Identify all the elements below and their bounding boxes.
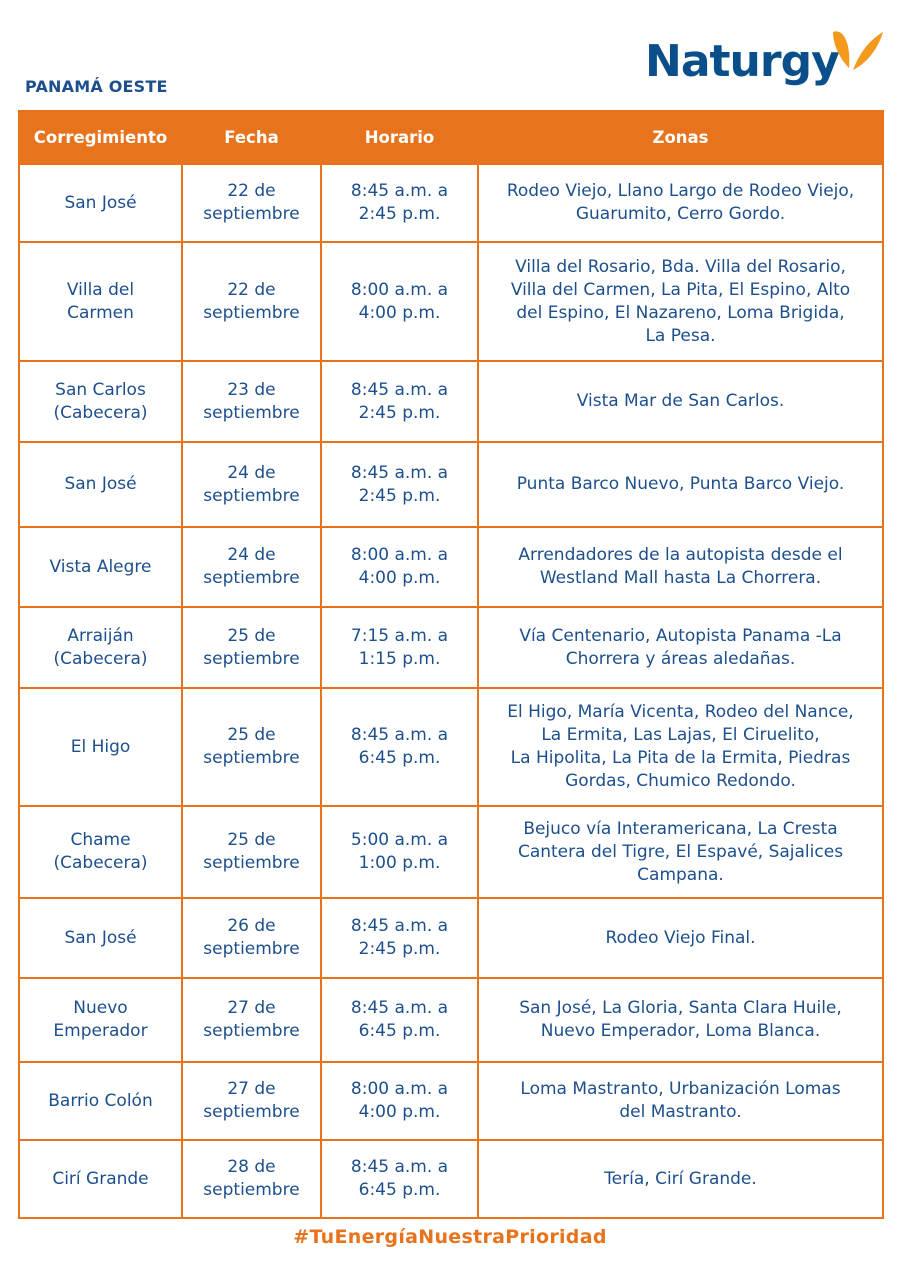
cell-corregimiento: Nuevo Emperador: [19, 978, 182, 1062]
table-row: [19, 242, 883, 361]
column-header-fecha: Fecha: [182, 111, 321, 164]
cell-zonas: Loma Mastranto, Urbanización Lomas del Mastranto.: [478, 1062, 883, 1140]
cell-corregimiento: El Higo: [19, 688, 182, 806]
cell-corregimiento: Vista Alegre: [19, 527, 182, 607]
cell-fecha: 26 de septiembre: [182, 898, 321, 978]
cell-corregimiento: Barrio Colón: [19, 1062, 182, 1140]
cell-zonas: Vía Centenario, Autopista Panama -La Chorrera y áreas aledañas.: [478, 607, 883, 688]
cell-corregimiento: Cirí Grande: [19, 1140, 182, 1218]
column-header-corregimiento: Corregimiento: [19, 111, 182, 164]
cell-zonas: Tería, Cirí Grande.: [478, 1140, 883, 1218]
cell-fecha: 28 de septiembre: [182, 1140, 321, 1218]
column-header-zonas: Zonas: [478, 111, 883, 164]
table-row: [19, 1140, 883, 1218]
cell-corregimiento: Chame (Cabecera): [19, 806, 182, 898]
butterfly-icon: [829, 26, 885, 76]
cell-horario: 8:00 a.m. a 4:00 p.m.: [321, 242, 478, 361]
naturgy-logo: [645, 26, 885, 96]
table-row: [19, 607, 883, 688]
cell-zonas: Vista Mar de San Carlos.: [478, 361, 883, 442]
cell-fecha: 24 de septiembre: [182, 442, 321, 527]
table-row: [19, 688, 883, 806]
cell-horario: 8:45 a.m. a 6:45 p.m.: [321, 688, 478, 806]
cell-fecha: 27 de septiembre: [182, 978, 321, 1062]
cell-zonas: Rodeo Viejo Final.: [478, 898, 883, 978]
cell-corregimiento: San José: [19, 898, 182, 978]
cell-horario: 8:45 a.m. a 2:45 p.m.: [321, 361, 478, 442]
cell-fecha: 23 de septiembre: [182, 361, 321, 442]
table-header-row: [19, 111, 883, 164]
cell-zonas: Arrendadores de la autopista desde el Westland Mall hasta La Chorrera.: [478, 527, 883, 607]
table-row: [19, 442, 883, 527]
cell-corregimiento: San José: [19, 442, 182, 527]
logo-wordmark: Naturgy: [645, 36, 839, 87]
column-header-horario: Horario: [321, 111, 478, 164]
cell-fecha: 24 de septiembre: [182, 527, 321, 607]
cell-corregimiento: Villa del Carmen: [19, 242, 182, 361]
cell-horario: 8:45 a.m. a 6:45 p.m.: [321, 978, 478, 1062]
table-row: [19, 361, 883, 442]
cell-horario: 8:45 a.m. a 2:45 p.m.: [321, 164, 478, 242]
cell-zonas: El Higo, María Vicenta, Rodeo del Nance, La Ermita, Las Lajas, El Ciruelito, La Hipolita, La Pita de la Ermita, Piedras Gordas, Chumico Redondo.: [478, 688, 883, 806]
table-row: [19, 898, 883, 978]
cell-zonas: Punta Barco Nuevo, Punta Barco Viejo.: [478, 442, 883, 527]
cell-zonas: Villa del Rosario, Bda. Villa del Rosario, Villa del Carmen, La Pita, El Espino, Alto del Espino, El Nazareno, Loma Brigida, La Pesa.: [478, 242, 883, 361]
cell-horario: 7:15 a.m. a 1:15 p.m.: [321, 607, 478, 688]
cell-horario: 8:45 a.m. a 6:45 p.m.: [321, 1140, 478, 1218]
cell-fecha: 25 de septiembre: [182, 607, 321, 688]
cell-fecha: 22 de septiembre: [182, 164, 321, 242]
cell-horario: 5:00 a.m. a 1:00 p.m.: [321, 806, 478, 898]
schedule-table: [18, 110, 884, 1219]
cell-horario: 8:00 a.m. a 4:00 p.m.: [321, 527, 478, 607]
table-row: [19, 1062, 883, 1140]
cell-zonas: Bejuco vía Interamericana, La Cresta Cantera del Tigre, El Espavé, Sajalices Campana.: [478, 806, 883, 898]
table-row: [19, 164, 883, 242]
cell-fecha: 25 de septiembre: [182, 688, 321, 806]
cell-corregimiento: Arraiján (Cabecera): [19, 607, 182, 688]
cell-horario: 8:45 a.m. a 2:45 p.m.: [321, 442, 478, 527]
footer-hashtag: #TuEnergíaNuestraPrioridad: [293, 1226, 607, 1248]
cell-horario: 8:45 a.m. a 2:45 p.m.: [321, 898, 478, 978]
table-row: [19, 527, 883, 607]
cell-fecha: 25 de septiembre: [182, 806, 321, 898]
cell-fecha: 22 de septiembre: [182, 242, 321, 361]
cell-zonas: Rodeo Viejo, Llano Largo de Rodeo Viejo, Guarumito, Cerro Gordo.: [478, 164, 883, 242]
cell-fecha: 27 de septiembre: [182, 1062, 321, 1140]
region-title: PANAMÁ OESTE: [25, 77, 168, 96]
table-row: [19, 806, 883, 898]
cell-corregimiento: San José: [19, 164, 182, 242]
cell-zonas: San José, La Gloria, Santa Clara Huile, Nuevo Emperador, Loma Blanca.: [478, 978, 883, 1062]
table-row: [19, 978, 883, 1062]
cell-corregimiento: San Carlos (Cabecera): [19, 361, 182, 442]
cell-horario: 8:00 a.m. a 4:00 p.m.: [321, 1062, 478, 1140]
